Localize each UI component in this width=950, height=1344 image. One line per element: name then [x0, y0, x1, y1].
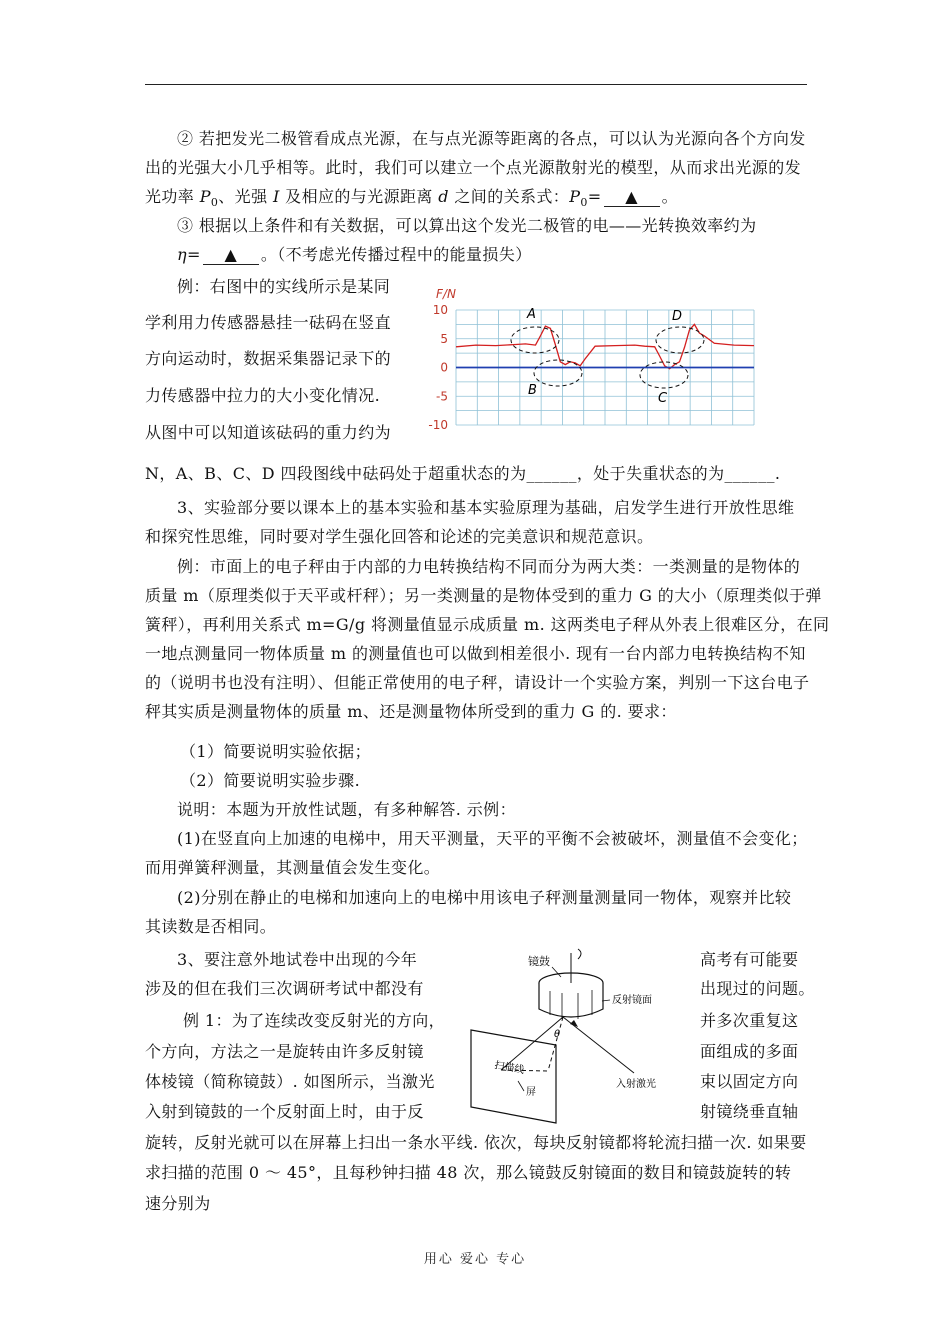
section-3b-tail-line: 速分别为 [145, 1194, 211, 1213]
answer-1b: 而用弹簧秤测量，其测量值会发生变化。 [145, 858, 441, 877]
example-scale-line: 质量 m（原理类似于天平或杆秤）；另一类测量的是物体受到的重力 G 的大小（原理类似于弹 [145, 586, 822, 605]
chart-ylabel: F/N [436, 287, 456, 301]
equals: = [587, 187, 602, 206]
section-3a-line: 和探究性思维，同时要对学生强化回答和论述的完美意识和规范意识。 [145, 527, 654, 546]
section-3a-line: 3、实验部分要以课本上的基本实验和基本实验原理为基础，启发学生进行开放性思维 [177, 498, 795, 517]
example-scale-line: 的（说明书也没有注明）、但能正常使用的电子秤，请设计一个实验方案，判别一下这台电子 [145, 673, 810, 692]
requirement-2: （2）简要说明实验步骤. [180, 771, 361, 790]
section-3b-right-line: 面组成的多面 [700, 1042, 799, 1061]
para-3-line2 [177, 243, 532, 267]
screen-label: 屏 [526, 1087, 536, 1098]
y-tick-label: 5 [440, 331, 448, 346]
y-tick-label: -5 [436, 389, 448, 404]
example-scale-line: 一地点测量同一物体质量 m 的测量值也可以做到相差很小. 现有一台内部力电转换结构不知 [145, 644, 806, 663]
text-fragment: 、光强 [218, 187, 273, 206]
region-d-ellipse [656, 327, 704, 353]
text-fragment: 及相应的与光源距离 [279, 187, 439, 206]
scan-line-label: 扫描线 [493, 1060, 525, 1077]
section-3b-right-line: 束以固定方向 [700, 1072, 799, 1091]
equals: = [187, 245, 201, 264]
para-2-line3 [145, 185, 678, 215]
page-footer: 用心 爱心 专心 [423, 1252, 527, 1267]
header-rule [145, 84, 807, 85]
symbol-p: P [199, 187, 211, 206]
drum-side [539, 983, 603, 1017]
section-3b-tail-line: 旋转，反射光就可以在屏幕上扫出一条水平线. 依次，每块反射镜都将轮流扫描一次. 如果要 [145, 1133, 807, 1152]
example-force-line: 力传感器中拉力的大小变化情况. [145, 386, 381, 405]
text-fragment: 之间的关系式： [448, 187, 570, 206]
mirror-drum-figure [466, 945, 686, 1130]
text-fragment: 。 [661, 187, 679, 206]
answer-blank[interactable]: ▲ [604, 188, 660, 207]
subscript: 0 [580, 196, 588, 210]
example-force-line: 方向运动时，数据采集器记录下的 [145, 349, 392, 368]
theta-symbol: θ [554, 1029, 561, 1040]
answer-2a: (2)分别在静止的电梯和加速向上的电梯中用该电子秤测量测量同一物体，观察并比较 [177, 888, 792, 907]
answer-1a: (1)在竖直向上加速的电梯中，用天平测量，天平的平衡不会被破坏，测量值不会变化； [177, 829, 808, 848]
section-3b-left-line: 入射到镜鼓的一个反射面上时，由于反 [145, 1102, 424, 1121]
answer-blank[interactable]: ▲ [203, 246, 259, 265]
drum-label: 镜鼓 [528, 955, 550, 968]
answer-2b: 其读数是否相同。 [145, 917, 277, 936]
symbol-p: P [569, 187, 581, 206]
screen [471, 1030, 556, 1123]
label-d: D [672, 309, 683, 324]
text-fragment: 。（不考虑光传播过程中的能量损失） [260, 245, 532, 264]
para-2-line2: 出的光强大小几乎相等。此时，我们可以建立一个点光源散射光的模型，从而求出光源的发 [145, 158, 802, 177]
symbol-i: I [272, 187, 280, 206]
section-3b-right-line: 射镜绕垂直轴 [700, 1102, 799, 1121]
y-tick-label: -10 [428, 418, 448, 432]
section-3b-right-line: 高考有可能要 [700, 950, 799, 969]
requirement-1: （1）简要说明实验依据； [180, 742, 371, 761]
mirror-label: 反射镜面 [612, 995, 652, 1006]
section-3b-left-line: 3、要注意外地试卷中出现的今年 [177, 950, 418, 969]
incident-laser [563, 1017, 634, 1073]
label-c: C [658, 391, 668, 406]
chart-y-ticks [428, 303, 448, 432]
example-scale-line: 秤其实质是测量物体的质量 m、还是测量物体所受到的重力 G 的. 要求： [145, 702, 677, 721]
example-force-line: 学利用力传感器悬挂一砝码在竖直 [145, 313, 392, 332]
example-force-line: 例：右图中的实线所示是某同 [177, 277, 391, 296]
text-fragment: 光功率 [145, 187, 200, 206]
section-3b-tail-line: 求扫描的范围 0 ～ 45°，且每秒钟扫描 48 次，那么镜鼓反射镜面的数目和镜鼓旋转的转 [145, 1163, 792, 1182]
symbol-d: d [438, 187, 449, 206]
force-chart-svg [420, 282, 770, 432]
y-tick-label: 0 [440, 360, 448, 375]
section-3b-right-line: 出现过的问题。 [700, 979, 815, 998]
force-chart [420, 282, 770, 432]
section-3b-right-line: 并多次重复这 [700, 1011, 799, 1030]
section-3b-left-line: 体棱镜（简称镜鼓）. 如图所示，当激光 [145, 1072, 435, 1091]
label-b: B [528, 383, 537, 398]
example-force-line: 从图中可以知道该砝码的重力约为 [145, 423, 392, 442]
y-tick-label: 10 [432, 303, 448, 317]
label-a: A [527, 307, 536, 322]
example-scale-line: 例：市面上的电子秤由于内部的力电转换结构不同而分为两大类：一类测量的是物体的 [177, 557, 801, 576]
laser-label: 入射激光 [616, 1079, 656, 1090]
example-scale-line: 簧秤），再利用关系式 m=G/g 将测量值显示成质量 m. 这两类电子秤从外表上很难区分，在同 [145, 615, 830, 634]
section-3b-left-line: 例 1：为了连续改变反射光的方向， [183, 1011, 446, 1030]
section-3b-left-line: 个方向，方法之一是旋转由许多反射镜 [145, 1042, 424, 1061]
example-force-answer: N，A、B、C、D 四段图线中砝码处于超重状态的为______，处于失重状态的为______. [145, 464, 781, 483]
section-3b-left-line: 涉及的但在我们三次调研考试中都没有 [145, 979, 424, 998]
note-line: 说明：本题为开放性试题，有多种解答. 示例： [177, 800, 516, 819]
region-a-ellipse [511, 327, 559, 353]
subscript: 0 [210, 196, 219, 210]
para-3-line1: ③ 根据以上条件和有关数据，可以算出这个发光二极管的电——光转换效率约为 [177, 216, 757, 235]
symbol-eta: η [177, 245, 187, 264]
para-2-line1: ② 若把发光二极管看成点光源，在与点光源等距离的各点，可以认为光源向各个方向发 [177, 129, 806, 148]
mirror-drum-svg [466, 945, 686, 1130]
rotation-arrow [578, 949, 581, 959]
